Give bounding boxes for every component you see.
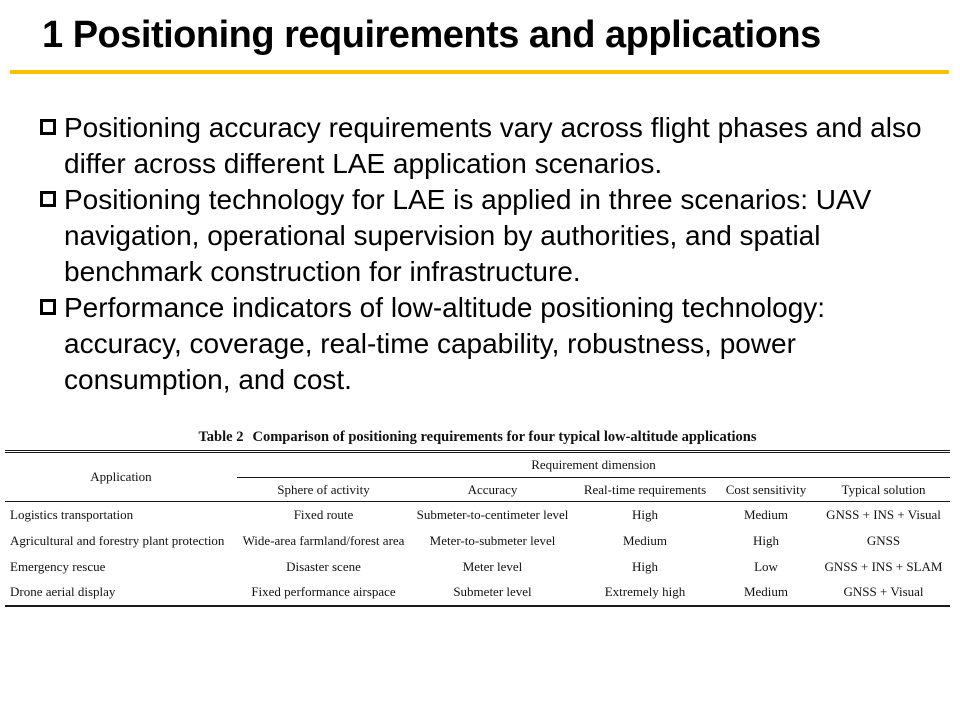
- square-bullet-icon: [40, 119, 56, 135]
- bullet-text: Positioning technology for LAE is applied in three scenarios: UAV navigation, operational supervision by authorities, and spatial benchmark construction for infrastructure.: [64, 184, 872, 287]
- table-cell: Wide-area farmland/forest area: [242, 532, 405, 548]
- table-cell: High: [753, 532, 779, 548]
- table-cell: Fixed route: [293, 506, 354, 522]
- title-underline: [10, 70, 949, 74]
- table-cell: Fixed performance airspace: [251, 584, 396, 599]
- table-cell: Submeter level: [453, 584, 532, 599]
- table-cell: GNSS + Visual: [843, 584, 924, 599]
- bullet-item: [40, 290, 922, 398]
- table-cell: Emergency rescue: [10, 558, 106, 574]
- table-cell: Low: [754, 558, 778, 574]
- table-cell: High: [632, 506, 658, 522]
- table-header-cell: Accuracy: [410, 478, 575, 502]
- table-cell: Drone aerial display: [10, 584, 116, 599]
- table-header-application: Application: [5, 452, 237, 502]
- bullet-text: Positioning accuracy requirements vary across flight phases and also differ across different LAE application scenarios.: [64, 112, 922, 179]
- table-header-cell: Real-time requirements: [575, 478, 715, 502]
- table-row: [5, 580, 950, 606]
- bullet-item: [40, 182, 922, 290]
- bullet-text: Performance indicators of low-altitude positioning technology: accuracy, coverage, real-time capability, robustness, power consumption, and cost.: [64, 292, 826, 395]
- table-row: [5, 528, 950, 554]
- table-cell: GNSS + INS + Visual: [826, 506, 941, 522]
- table-cell: Meter level: [462, 558, 523, 574]
- bullet-list: [40, 110, 922, 398]
- table-cell: GNSS: [866, 532, 901, 548]
- table-header-group: Requirement dimension: [237, 452, 950, 478]
- table-header-cell: Sphere of activity: [237, 478, 410, 502]
- bullet-item: [40, 110, 922, 182]
- table-cell: High: [632, 558, 658, 574]
- table-header-cell: Typical solution: [817, 478, 950, 502]
- table-cell: Medium: [743, 506, 789, 522]
- table-caption-label: Table 2: [198, 429, 244, 445]
- table-cell: Submeter-to-centimeter level: [416, 506, 569, 522]
- table-cell: Extremely high: [604, 584, 686, 599]
- table-header-cell: Cost sensitivity: [715, 478, 817, 502]
- table-row: [5, 554, 950, 580]
- square-bullet-icon: [40, 299, 56, 315]
- table-cell: Logistics transportation: [10, 506, 134, 522]
- table-cell: Meter-to-submeter level: [429, 532, 556, 548]
- square-bullet-icon: [40, 191, 56, 207]
- slide-title: 1 Positioning requirements and applications: [42, 14, 821, 56]
- requirements-table: [5, 450, 950, 607]
- table-cell: GNSS + INS + SLAM: [824, 558, 943, 574]
- table-cell: Medium: [622, 532, 668, 548]
- table-cell: Disaster scene: [286, 558, 361, 574]
- table-caption-text: Comparison of positioning requirements for four typical low-altitude applications: [252, 429, 757, 445]
- table-cell: Agricultural and forestry plant protection: [10, 532, 225, 548]
- table-caption: [5, 429, 950, 446]
- table-cell: Medium: [743, 584, 789, 599]
- table-row: [5, 502, 950, 528]
